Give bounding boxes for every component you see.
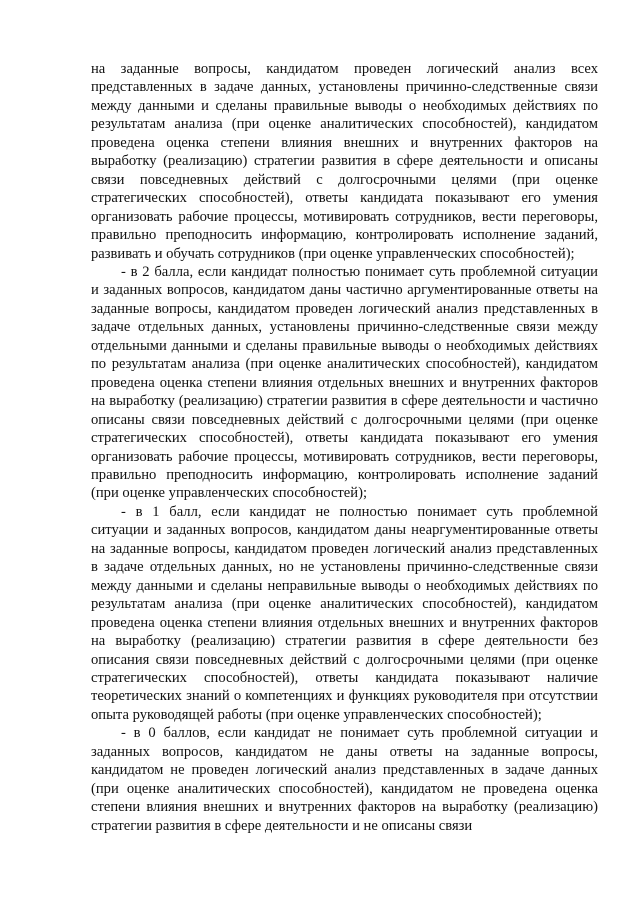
document-body — [91, 60, 598, 835]
paragraph-2-points: - в 2 балла, если кандидат полностью понимает суть проблемной ситуации и заданных вопросов, кандидатом даны частично аргументированные ответы на заданные вопросы, кандидатом проведен логический анализ представленных в задаче отдельных данных, установлены причинно-следственные связи между отдельными данными и сделаны правильные выводы о необходимых действиях по результатам анализа (при оценке аналитических способностей), кандидатом проведена оценка степени влияния отдельных внешних и внутренних факторов на выработку (реализацию) стратегии развития в сфере деятельности и частично описаны связи повседневных действий с долгосрочными целями (при оценке стратегических способностей), ответы кандидата показывают его умения организовать рабочие процессы, мотивировать сотрудников, вести переговоры, правильно преподносить информацию, контролировать исполнение заданий (при оценке управленческих способностей); — [91, 263, 598, 502]
paragraph-0-points: - в 0 баллов, если кандидат не понимает суть проблемной ситуации и заданных вопросов, кандидатом не даны ответы на заданные вопросы, кандидатом не проведен логический анализ представленных в задаче данных (при оценке аналитических способностей), кандидатом не проведена оценка степени влияния внешних и внутренних факторов на выработку (реализацию) стратегии развития в сфере деятельности и не описаны связи — [91, 725, 598, 834]
paragraph-1-point: - в 1 балл, если кандидат не полностью понимает суть проблемной ситуации и заданных вопросов, кандидатом даны неаргументированные ответы на заданные вопросы, кандидатом проведен логический анализ представленных в задаче отдельных данных, но не установлены причинно-следственные связи между данными и сделаны неправильные выводы о необходимых действиях по результатам анализа (при оценке аналитических способностей), кандидатом проведена оценка степени влияния отдельных внешних и внутренних факторов на выработку (реализацию) стратегии развития в сфере деятельности без описания связи повседневных действий с долгосрочными целями (при оценке стратегических способностей), ответы кандидата показывают наличие теоретических знаний о компетенциях и функциях руководителя при отсутствии опыта руководящей работы (при оценке управленческих способностей); — [91, 503, 598, 723]
paragraph-continuation: на заданные вопросы, кандидатом проведен логический анализ всех представленных в задаче данных, установлены причинно-следственные связи между данными и сделаны правильные выводы о необходимых действиях по результатам анализа (при оценке аналитических способностей), кандидатом проведена оценка степени влияния внешних и внутренних факторов на выработку (реализацию) стратегии развития в сфере деятельности и описаны связи повседневных действий с долгосрочными целями (при оценке стратегических способностей), ответы кандидата показывают его умения организовать рабочие процессы, мотивировать сотрудников, вести переговоры, правильно преподносить информацию, контролировать исполнение заданий, развивать и обучать сотрудников (при оценке управленческих способностей); — [91, 61, 598, 262]
